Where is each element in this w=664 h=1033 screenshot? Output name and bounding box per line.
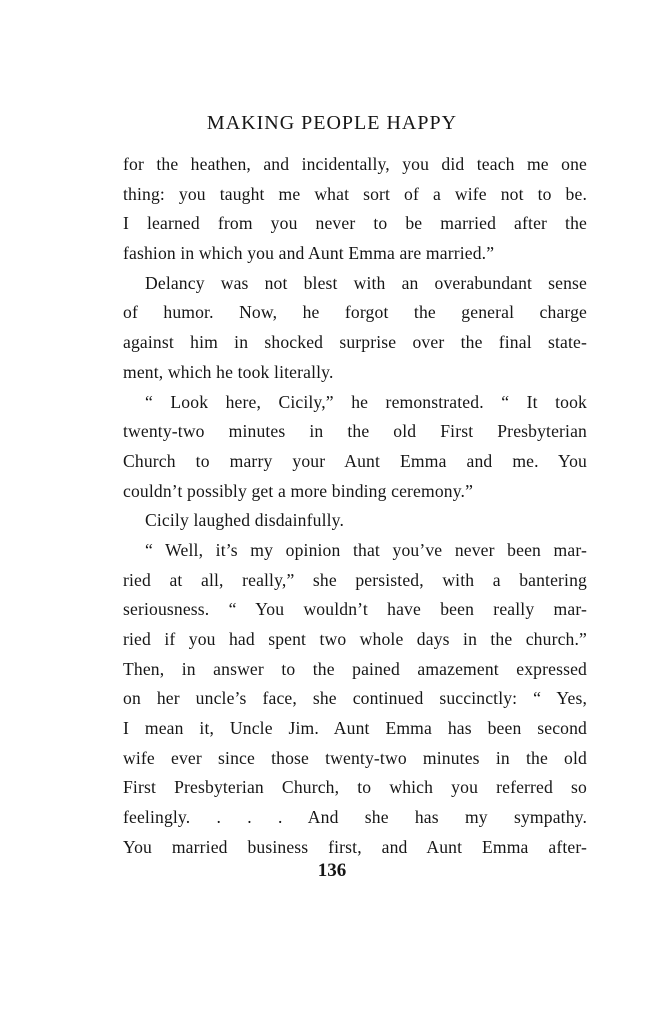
text-line: Church to marry your Aunt Emma and me. You [123, 450, 587, 471]
text-line: ment, which he took literally. [123, 361, 334, 382]
text-line: fashion in which you and Aunt Emma are married.” [123, 243, 495, 264]
text-line: for the heathen, and incidentally, you did teach me one [123, 154, 587, 174]
text-line: Cicily laughed disdainfully. [145, 510, 345, 531]
running-header: MAKING PEOPLE HAPPY [206, 112, 458, 134]
page-number: 136 [317, 860, 347, 881]
text-line: twenty-two minutes in the old First Presbyterian [123, 421, 587, 442]
text-line: Then, in answer to the pained amazement expressed [123, 658, 587, 679]
text-line: I mean it, Uncle Jim. Aunt Emma has been second [123, 718, 587, 739]
text-line: “ Look here, Cicily,” he remonstrated. “ It took [145, 391, 587, 412]
text-line: seriousness. “ You wouldn’t have been really mar- [123, 599, 587, 620]
text-line: wife ever since those twenty-two minutes in the old [123, 747, 587, 768]
text-line: feelingly. . . . And she has my sympathy. [123, 807, 587, 828]
text-line: against him in shocked surprise over the final state- [123, 332, 587, 353]
text-line: I learned from you never to be married after the [123, 213, 587, 234]
text-line: Delancy was not blest with an overabundant sense [145, 272, 587, 293]
text-line: of humor. Now, he forgot the general charge [123, 302, 587, 323]
text-line: ried if you had spent two whole days in the church.” [123, 629, 587, 649]
text-line: “ Well, it’s my opinion that you’ve never been mar- [145, 539, 587, 560]
text-line: thing: you taught me what sort of a wife not to be. [123, 183, 587, 204]
text-line: couldn’t possibly get a more binding ceremony.” [123, 480, 474, 501]
text-line: First Presbyterian Church, to which you referred so [123, 777, 587, 798]
text-line: on her uncle’s face, she continued succinctly: “ Yes, [123, 688, 587, 709]
text-line: You married business first, and Aunt Emma after- [123, 836, 587, 857]
text-line: ried at all, really,” she persisted, with a bantering [123, 569, 587, 590]
page-body [123, 150, 587, 863]
